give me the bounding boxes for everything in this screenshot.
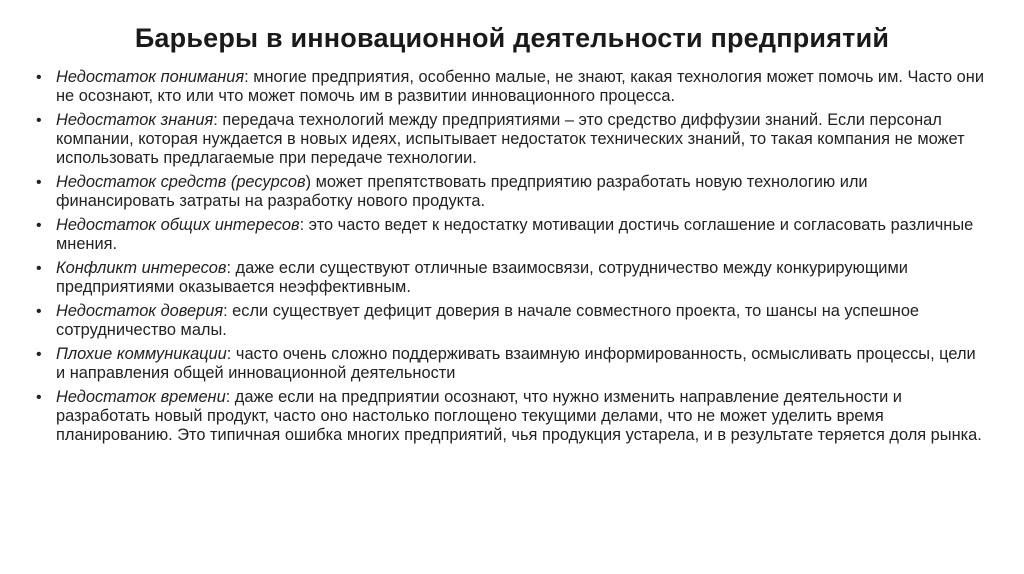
bullet-icon: •	[36, 303, 42, 320]
bullet-item-lack-of-common-interests	[36, 216, 986, 254]
bullet-term: Недостаток средств (ресурсов	[56, 173, 306, 191]
slide-title: Барьеры в инновационной деятельности предприятий	[134, 23, 890, 53]
bullet-text: : если существует дефицит доверия в начале совместного проекта, то шансы на успешное сотрудничество малы.	[56, 302, 920, 339]
bullet-text: : это часто ведет к недостатку мотивации достичь соглашение и согласовать различные мнения.	[56, 216, 974, 253]
bullet-item-poor-communication	[36, 345, 986, 383]
bullet-icon: •	[36, 112, 42, 129]
bullet-term: Недостаток времени	[56, 388, 226, 406]
bullet-term: Конфликт интересов	[56, 259, 227, 277]
bullet-item-lack-of-time	[36, 388, 986, 445]
bullet-icon: •	[36, 346, 42, 363]
bullet-item-lack-of-trust	[36, 302, 986, 340]
bullet-term: Недостаток общих интересов	[56, 216, 300, 234]
bullet-item-lack-of-understanding	[36, 68, 986, 106]
bullet-term: Недостаток понимания	[56, 68, 245, 86]
bullet-text: : даже если на предприятии осознают, что нужно изменить направление деятельности и разработать новый продукт, часто оно настолько поглощено текущими делами, что не может уделить время планированию. Это типичная ошибка многих предприятий, чья продукция устарела, и в результате теряется доля рынка.	[56, 388, 982, 444]
bullet-text: : многие предприятия, особенно малые, не знают, какая технология может помочь им. Часто они не осознают, кто или что может помочь им в развитии инновационного процесса.	[56, 68, 984, 105]
bullet-text: : часто очень сложно поддерживать взаимную информированность, осмысливать процессы, цели и направления общей инновационной деятельности	[56, 345, 976, 382]
bullet-item-lack-of-resources	[36, 173, 986, 211]
bullet-icon: •	[36, 260, 42, 277]
bullet-item-lack-of-knowledge	[36, 111, 986, 168]
bullet-text: : передача технологий между предприятиями – это средство диффузии знаний. Если персонал компании, которая нуждается в новых идеях, испытывает недостаток технических знаний, то такая компания не может использовать предлагаемые при передаче технологии.	[56, 111, 965, 167]
bullet-term: Недостаток знания	[56, 111, 214, 129]
bullet-icon: •	[36, 217, 42, 234]
bullet-icon: •	[36, 174, 42, 191]
bullet-term: Плохие коммуникации	[56, 345, 227, 363]
bullet-text: ) может препятствовать предприятию разработать новую технологию или финансировать затраты на разработку нового продукта.	[56, 173, 868, 210]
bullet-list	[36, 68, 986, 450]
bullet-item-conflict-of-interests	[36, 259, 986, 297]
bullet-icon: •	[36, 69, 42, 86]
bullet-text: : даже если существуют отличные взаимосвязи, сотрудничество между конкурирующими предприятиями оказывается неэффективным.	[56, 259, 908, 296]
bullet-term: Недостаток доверия	[56, 302, 224, 320]
bullet-icon: •	[36, 389, 42, 406]
